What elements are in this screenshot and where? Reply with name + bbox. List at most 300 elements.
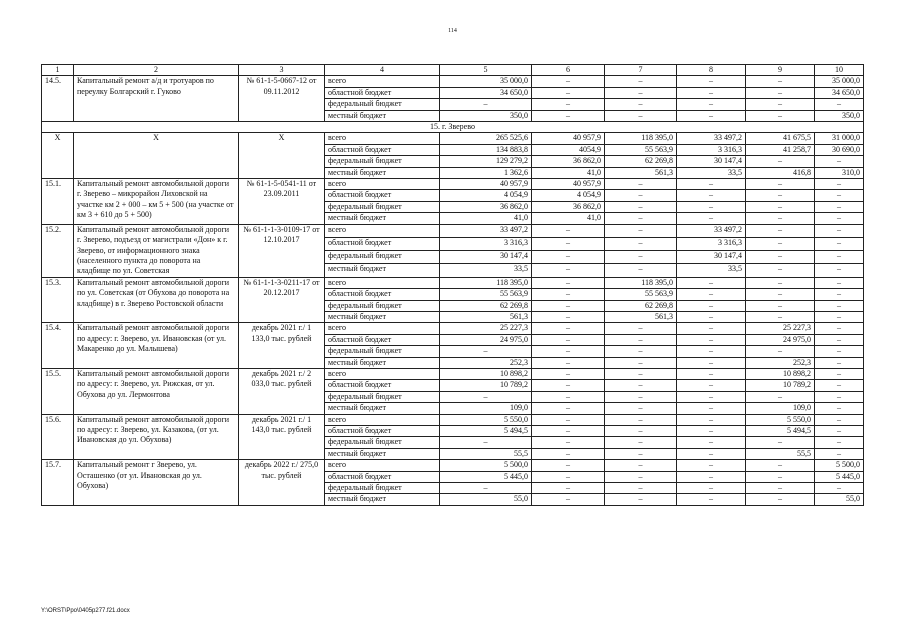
funding-source: всего: [325, 179, 440, 190]
amount-cell: –: [746, 311, 815, 322]
amount-cell: 34 650,0: [815, 87, 864, 98]
item-document: декабрь 2021 г./ 1 133,0 тыс. рублей: [239, 323, 325, 369]
table-body: [42, 65, 864, 506]
amount-cell: –: [677, 76, 746, 87]
amount-cell: –: [532, 224, 605, 237]
amount-cell: 62 269,8: [605, 156, 677, 167]
amount-cell: –: [440, 437, 532, 448]
item-document: № 61-1-5-0667-12 от 09.11.2012: [239, 76, 325, 122]
funding-table: [41, 64, 864, 506]
amount-cell: –: [532, 300, 605, 311]
amount-cell: –: [815, 237, 864, 250]
amount-cell: 3 316,3: [440, 237, 532, 250]
item-document: декабрь 2022 г./ 275,0 тыс. рублей: [239, 460, 325, 506]
table-row: [42, 224, 864, 237]
amount-cell: –: [746, 237, 815, 250]
section-title: 15. г. Зверево: [42, 122, 864, 133]
amount-cell: –: [440, 483, 532, 494]
amount-cell: 25 227,3: [746, 323, 815, 334]
amount-cell: –: [532, 368, 605, 379]
amount-cell: 265 525,6: [440, 133, 532, 144]
amount-cell: 33,5: [440, 264, 532, 277]
item-name: Капитальный ремонт г Зверево, ул. Осташенко (от ул. Ивановская до ул. Обухова): [74, 460, 239, 506]
item-name: Капитальный ремонт а/д и тротуаров по переулку Болгарский г. Гуково: [74, 76, 239, 122]
funding-source: областной бюджет: [325, 426, 440, 437]
amount-cell: –: [532, 237, 605, 250]
amount-cell: –: [746, 213, 815, 224]
amount-cell: 5 550,0: [746, 414, 815, 425]
amount-cell: –: [532, 251, 605, 264]
amount-cell: –: [440, 391, 532, 402]
amount-cell: 41 258,7: [746, 144, 815, 155]
amount-cell: 41 675,5: [746, 133, 815, 144]
item-number: Х: [42, 133, 74, 179]
amount-cell: 41,0: [532, 167, 605, 178]
table-row: [42, 133, 864, 144]
amount-cell: –: [677, 179, 746, 190]
amount-cell: –: [605, 471, 677, 482]
amount-cell: –: [815, 201, 864, 212]
amount-cell: –: [677, 460, 746, 471]
amount-cell: 416,8: [746, 167, 815, 178]
amount-cell: –: [815, 334, 864, 345]
amount-cell: 36 862,0: [532, 156, 605, 167]
amount-cell: –: [815, 300, 864, 311]
amount-cell: –: [815, 224, 864, 237]
page-number: 114: [448, 28, 457, 34]
amount-cell: –: [605, 224, 677, 237]
amount-cell: –: [677, 483, 746, 494]
amount-cell: 350,0: [440, 110, 532, 121]
amount-cell: –: [532, 391, 605, 402]
funding-source: местный бюджет: [325, 403, 440, 414]
amount-cell: 10 789,2: [746, 380, 815, 391]
amount-cell: –: [746, 494, 815, 505]
amount-cell: 5 445,0: [440, 471, 532, 482]
amount-cell: 55 563,9: [605, 144, 677, 155]
funding-source: всего: [325, 368, 440, 379]
amount-cell: –: [746, 201, 815, 212]
amount-cell: –: [605, 251, 677, 264]
amount-cell: –: [605, 414, 677, 425]
amount-cell: –: [815, 99, 864, 110]
amount-cell: –: [532, 494, 605, 505]
file-path-footer: Y:\ORST\Ppo\0405p277.f21.docx: [41, 608, 130, 614]
amount-cell: –: [532, 357, 605, 368]
amount-cell: 55 563,9: [605, 289, 677, 300]
item-name: Капитальный ремонт автомобильной дороги г. Зверево – микрорайон Лиховской на участке км 2 + 000 – км 5 + 500 (на участке от км 3 + 610 до 5 + 500): [74, 179, 239, 225]
amount-cell: –: [605, 494, 677, 505]
amount-cell: –: [677, 471, 746, 482]
amount-cell: 30 147,4: [440, 251, 532, 264]
amount-cell: –: [815, 323, 864, 334]
amount-cell: –: [532, 380, 605, 391]
amount-cell: –: [532, 346, 605, 357]
amount-cell: –: [815, 403, 864, 414]
amount-cell: 40 957,9: [440, 179, 532, 190]
amount-cell: –: [746, 87, 815, 98]
amount-cell: –: [746, 179, 815, 190]
amount-cell: –: [746, 289, 815, 300]
amount-cell: –: [605, 237, 677, 250]
column-header: 4: [325, 65, 440, 76]
item-document: Х: [239, 133, 325, 179]
amount-cell: –: [605, 426, 677, 437]
amount-cell: –: [532, 311, 605, 322]
amount-cell: –: [677, 414, 746, 425]
amount-cell: –: [815, 264, 864, 277]
amount-cell: –: [677, 437, 746, 448]
amount-cell: –: [746, 300, 815, 311]
amount-cell: –: [605, 380, 677, 391]
amount-cell: –: [605, 99, 677, 110]
amount-cell: 118 395,0: [605, 133, 677, 144]
amount-cell: –: [677, 323, 746, 334]
amount-cell: –: [815, 368, 864, 379]
amount-cell: 134 883,8: [440, 144, 532, 155]
amount-cell: –: [677, 87, 746, 98]
amount-cell: 10 789,2: [440, 380, 532, 391]
amount-cell: 5 500,0: [815, 460, 864, 471]
amount-cell: –: [815, 213, 864, 224]
funding-source: всего: [325, 414, 440, 425]
item-number: 15.3.: [42, 277, 74, 323]
table-row: [42, 414, 864, 425]
amount-cell: 10 898,2: [440, 368, 532, 379]
amount-cell: 55,5: [440, 448, 532, 459]
item-number: 15.6.: [42, 414, 74, 460]
amount-cell: –: [532, 483, 605, 494]
amount-cell: 5 494,5: [440, 426, 532, 437]
amount-cell: –: [677, 380, 746, 391]
amount-cell: 5 494,5: [746, 426, 815, 437]
amount-cell: –: [532, 264, 605, 277]
funding-source: местный бюджет: [325, 110, 440, 121]
amount-cell: 561,3: [605, 311, 677, 322]
amount-cell: –: [605, 201, 677, 212]
amount-cell: –: [532, 426, 605, 437]
item-number: 15.2.: [42, 224, 74, 277]
amount-cell: –: [677, 277, 746, 288]
amount-cell: –: [440, 346, 532, 357]
funding-source: федеральный бюджет: [325, 251, 440, 264]
column-header: 1: [42, 65, 74, 76]
amount-cell: –: [605, 179, 677, 190]
funding-source: областной бюджет: [325, 334, 440, 345]
amount-cell: 561,3: [440, 311, 532, 322]
funding-source: областной бюджет: [325, 190, 440, 201]
amount-cell: 62 269,8: [605, 300, 677, 311]
amount-cell: –: [677, 201, 746, 212]
amount-cell: 252,3: [746, 357, 815, 368]
amount-cell: 109,0: [440, 403, 532, 414]
amount-cell: 33 497,2: [677, 224, 746, 237]
amount-cell: 30 147,4: [677, 156, 746, 167]
amount-cell: –: [746, 277, 815, 288]
amount-cell: –: [605, 483, 677, 494]
amount-cell: –: [532, 277, 605, 288]
amount-cell: –: [532, 289, 605, 300]
amount-cell: –: [815, 190, 864, 201]
funding-source: всего: [325, 133, 440, 144]
item-document: № 61-1-1-3-0109-17 от 12.10.2017: [239, 224, 325, 277]
funding-source: местный бюджет: [325, 167, 440, 178]
amount-cell: –: [605, 368, 677, 379]
item-number: 14.5.: [42, 76, 74, 122]
amount-cell: 4054,9: [532, 144, 605, 155]
amount-cell: 118 395,0: [440, 277, 532, 288]
amount-cell: 118 395,0: [605, 277, 677, 288]
amount-cell: –: [746, 190, 815, 201]
amount-cell: 310,0: [815, 167, 864, 178]
funding-source: федеральный бюджет: [325, 300, 440, 311]
amount-cell: –: [677, 289, 746, 300]
amount-cell: –: [746, 437, 815, 448]
amount-cell: 25 227,3: [440, 323, 532, 334]
amount-cell: 109,0: [746, 403, 815, 414]
amount-cell: –: [677, 110, 746, 121]
amount-cell: –: [532, 414, 605, 425]
amount-cell: –: [440, 99, 532, 110]
funding-source: местный бюджет: [325, 213, 440, 224]
amount-cell: –: [815, 346, 864, 357]
item-number: 15.5.: [42, 368, 74, 414]
amount-cell: –: [677, 368, 746, 379]
column-header: 3: [239, 65, 325, 76]
amount-cell: –: [746, 251, 815, 264]
amount-cell: –: [677, 391, 746, 402]
funding-source: всего: [325, 460, 440, 471]
amount-cell: 55,0: [815, 494, 864, 505]
amount-cell: 4 054,9: [440, 190, 532, 201]
amount-cell: –: [677, 403, 746, 414]
item-name: Х: [74, 133, 239, 179]
funding-source: областной бюджет: [325, 144, 440, 155]
amount-cell: 1 362,6: [440, 167, 532, 178]
funding-source: федеральный бюджет: [325, 483, 440, 494]
section-row: [42, 122, 864, 133]
amount-cell: –: [532, 460, 605, 471]
amount-cell: –: [815, 357, 864, 368]
funding-source: местный бюджет: [325, 311, 440, 322]
item-document: декабрь 2021 г./ 2 033,0 тыс. рублей: [239, 368, 325, 414]
table-row: [42, 460, 864, 471]
amount-cell: –: [746, 224, 815, 237]
funding-source: местный бюджет: [325, 494, 440, 505]
amount-cell: –: [532, 87, 605, 98]
column-header: 6: [532, 65, 605, 76]
amount-cell: 35 000,0: [440, 76, 532, 87]
amount-cell: 24 975,0: [440, 334, 532, 345]
item-document: № 61-1-1-3-0211-17 от 20.12.2017: [239, 277, 325, 323]
item-number: 15.4.: [42, 323, 74, 369]
amount-cell: –: [605, 264, 677, 277]
amount-cell: –: [815, 156, 864, 167]
item-document: декабрь 2021 г./ 1 143,0 тыс. рублей: [239, 414, 325, 460]
amount-cell: 41,0: [532, 213, 605, 224]
amount-cell: –: [746, 460, 815, 471]
amount-cell: 4 054,9: [532, 190, 605, 201]
amount-cell: 34 650,0: [440, 87, 532, 98]
table-row: [42, 323, 864, 334]
funding-source: областной бюджет: [325, 471, 440, 482]
funding-source: всего: [325, 76, 440, 87]
amount-cell: –: [815, 380, 864, 391]
funding-source: федеральный бюджет: [325, 201, 440, 212]
item-document: № 61-1-5-0541-11 от 23.09.2011: [239, 179, 325, 225]
amount-cell: –: [605, 323, 677, 334]
column-header: 10: [815, 65, 864, 76]
amount-cell: 30 147,4: [677, 251, 746, 264]
amount-cell: 36 862,0: [440, 201, 532, 212]
funding-source: федеральный бюджет: [325, 346, 440, 357]
amount-cell: –: [815, 311, 864, 322]
amount-cell: –: [677, 334, 746, 345]
amount-cell: 55,0: [440, 494, 532, 505]
amount-cell: 3 316,3: [677, 144, 746, 155]
amount-cell: –: [815, 437, 864, 448]
amount-cell: –: [605, 346, 677, 357]
amount-cell: –: [815, 414, 864, 425]
amount-cell: –: [605, 87, 677, 98]
amount-cell: 10 898,2: [746, 368, 815, 379]
funding-source: областной бюджет: [325, 87, 440, 98]
amount-cell: 36 862,0: [532, 201, 605, 212]
amount-cell: 62 269,8: [440, 300, 532, 311]
amount-cell: –: [815, 289, 864, 300]
funding-source: федеральный бюджет: [325, 391, 440, 402]
item-name: Капитальный ремонт автомобильной дороги г. Зверево, подъезд от магистрали «Дон» к г. Зверево, от информационного знака (населенного пункта до поворота на кладбище по ул. Советская: [74, 224, 239, 277]
amount-cell: –: [532, 334, 605, 345]
amount-cell: 561,3: [605, 167, 677, 178]
amount-cell: –: [677, 448, 746, 459]
item-name: Капитальный ремонт автомобильной дороги по адресу: г. Зверево, ул. Рижская, от ул. Обухова до ул. Лермонтова: [74, 368, 239, 414]
amount-cell: –: [677, 213, 746, 224]
column-header: 5: [440, 65, 532, 76]
funding-source: федеральный бюджет: [325, 156, 440, 167]
column-header: 2: [74, 65, 239, 76]
item-name: Капитальный ремонт автомобильной дороги по ул. Советская (от Обухова до поворота на кладбище) в г. Зверево Ростовской области: [74, 277, 239, 323]
amount-cell: 33 497,2: [440, 224, 532, 237]
item-number: 15.7.: [42, 460, 74, 506]
header-row: [42, 65, 864, 76]
amount-cell: –: [677, 357, 746, 368]
funding-source: всего: [325, 323, 440, 334]
amount-cell: 40 957,9: [532, 133, 605, 144]
funding-source: областной бюджет: [325, 237, 440, 250]
amount-cell: –: [746, 264, 815, 277]
amount-cell: 35 000,0: [815, 76, 864, 87]
amount-cell: –: [815, 251, 864, 264]
amount-cell: –: [605, 334, 677, 345]
amount-cell: –: [746, 483, 815, 494]
amount-cell: –: [746, 471, 815, 482]
amount-cell: –: [677, 311, 746, 322]
amount-cell: –: [746, 156, 815, 167]
column-header: 8: [677, 65, 746, 76]
amount-cell: –: [532, 403, 605, 414]
amount-cell: –: [746, 346, 815, 357]
amount-cell: 41,0: [440, 213, 532, 224]
amount-cell: 5 550,0: [440, 414, 532, 425]
amount-cell: 30 690,0: [815, 144, 864, 155]
item-name: Капитальный ремонт автомобильной дороги по адресу: г. Зверево, ул. Ивановская (от ул. Макаренко до ул. Малышева): [74, 323, 239, 369]
amount-cell: –: [746, 99, 815, 110]
amount-cell: 350,0: [815, 110, 864, 121]
amount-cell: –: [605, 213, 677, 224]
funding-source: федеральный бюджет: [325, 99, 440, 110]
amount-cell: 33 497,2: [677, 133, 746, 144]
funding-source: местный бюджет: [325, 357, 440, 368]
amount-cell: 33,5: [677, 264, 746, 277]
amount-cell: 24 975,0: [746, 334, 815, 345]
item-number: 15.1.: [42, 179, 74, 225]
amount-cell: –: [532, 99, 605, 110]
amount-cell: –: [815, 448, 864, 459]
table-row: [42, 277, 864, 288]
amount-cell: –: [605, 110, 677, 121]
amount-cell: 3 316,3: [677, 237, 746, 250]
amount-cell: –: [815, 179, 864, 190]
amount-cell: –: [532, 437, 605, 448]
amount-cell: 5 500,0: [440, 460, 532, 471]
funding-source: областной бюджет: [325, 289, 440, 300]
amount-cell: –: [605, 391, 677, 402]
amount-cell: –: [746, 110, 815, 121]
amount-cell: 129 279,2: [440, 156, 532, 167]
amount-cell: –: [746, 391, 815, 402]
funding-source: всего: [325, 224, 440, 237]
amount-cell: –: [677, 426, 746, 437]
amount-cell: 31 000,0: [815, 133, 864, 144]
amount-cell: –: [815, 277, 864, 288]
funding-source: всего: [325, 277, 440, 288]
amount-cell: –: [815, 426, 864, 437]
amount-cell: –: [815, 483, 864, 494]
amount-cell: –: [605, 357, 677, 368]
amount-cell: 40 957,9: [532, 179, 605, 190]
amount-cell: –: [532, 110, 605, 121]
amount-cell: 252,3: [440, 357, 532, 368]
amount-cell: –: [746, 76, 815, 87]
amount-cell: –: [605, 76, 677, 87]
amount-cell: 55,5: [746, 448, 815, 459]
table-row: [42, 368, 864, 379]
amount-cell: –: [677, 300, 746, 311]
amount-cell: –: [605, 460, 677, 471]
amount-cell: –: [605, 437, 677, 448]
amount-cell: 55 563,9: [440, 289, 532, 300]
table-row: [42, 179, 864, 190]
amount-cell: –: [677, 99, 746, 110]
amount-cell: –: [677, 190, 746, 201]
column-header: 9: [746, 65, 815, 76]
amount-cell: –: [532, 471, 605, 482]
amount-cell: –: [605, 190, 677, 201]
amount-cell: 5 445,0: [815, 471, 864, 482]
funding-source: местный бюджет: [325, 448, 440, 459]
column-header: 7: [605, 65, 677, 76]
amount-cell: –: [815, 391, 864, 402]
table-row: [42, 76, 864, 87]
amount-cell: –: [677, 346, 746, 357]
item-name: Капитальный ремонт автомобильной дороги по адресу: г. Зверево, ул. Казакова, (от ул. Ивановская до ул. Обухова): [74, 414, 239, 460]
amount-cell: –: [605, 448, 677, 459]
funding-source: местный бюджет: [325, 264, 440, 277]
funding-source: федеральный бюджет: [325, 437, 440, 448]
amount-cell: –: [605, 403, 677, 414]
amount-cell: 33,5: [677, 167, 746, 178]
